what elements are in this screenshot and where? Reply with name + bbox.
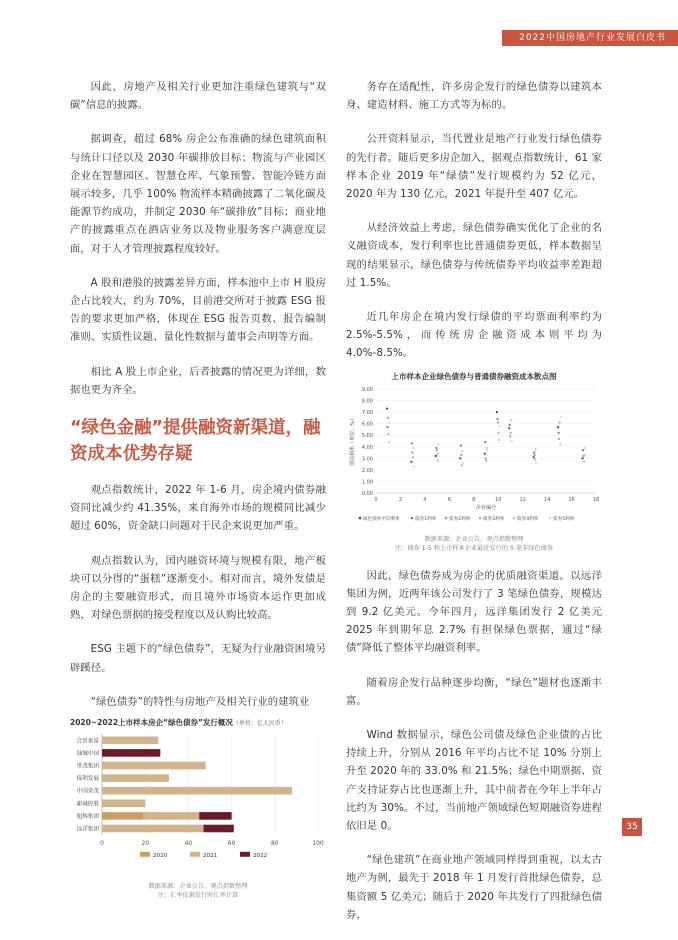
category-label: 中国金茂 <box>76 788 99 795</box>
scatter-point <box>484 441 486 443</box>
x-tick-label: 0 <box>100 839 104 847</box>
scatter-point <box>557 426 559 428</box>
x-tick-label: 12 <box>519 496 526 503</box>
legend-label: 绿色债券平均利率 <box>363 516 400 522</box>
scatter-point <box>509 435 511 437</box>
y-tick-label: 9.00 <box>361 386 373 393</box>
scatter-point <box>435 455 437 457</box>
legend-label: 债券2利率 <box>449 516 471 522</box>
x-tick-label: 16 <box>568 496 575 503</box>
scatter-point <box>508 427 510 429</box>
legend-swatch <box>140 852 150 857</box>
scatter-point <box>485 459 487 461</box>
paragraph: “绿色债券”的特性与房地产及相关行业的建筑业 <box>90 695 310 708</box>
scatter-chart-figure <box>346 371 602 553</box>
scatter-point <box>411 451 413 453</box>
legend-label: 债券1利率 <box>415 516 437 522</box>
y-tick-label: 6.00 <box>361 421 373 428</box>
legend-marker <box>513 516 516 519</box>
legend-label: 债券3利率 <box>483 516 505 522</box>
bar-chart-source: 数据来源：企业公告，观点指数整理 <box>148 883 248 891</box>
scatter-point <box>387 416 389 418</box>
scatter-point <box>459 457 461 459</box>
scatter-chart-note: 注：债券 1-5 和上市样本企业最近发行的 5 笔非绿色债券 <box>394 544 554 552</box>
left-column <box>70 78 326 900</box>
legend-label: 2022 <box>253 852 268 859</box>
scatter-point <box>583 453 585 455</box>
x-tick-label: 40 <box>184 839 193 847</box>
bar-chart-title: 2020~2022上市样本房企“绿色债券”发行概况（单位：亿人民币） <box>70 718 287 728</box>
bar-chart-note: 注：汇率依据发行时汇率计算 <box>157 892 239 900</box>
legend-label: 债券5利率 <box>553 516 575 522</box>
scatter-point <box>584 446 586 448</box>
y-tick-label: 0.00 <box>361 490 373 497</box>
category-label: 合景泰富 <box>76 738 99 745</box>
y-axis-label: 票面利率（单位：%） <box>350 415 356 466</box>
scatter-point <box>496 411 498 413</box>
bar-segment <box>102 812 143 820</box>
section-title: “绿色金融”提供融资新渠道，融资成本优势存疑 <box>70 418 321 465</box>
legend-label: 2020 <box>153 852 168 859</box>
scatter-point <box>437 459 439 461</box>
y-tick-label: 7.00 <box>361 409 373 416</box>
scatter-point <box>388 441 390 443</box>
scatter-point <box>533 451 535 453</box>
bar-chart <box>70 730 326 878</box>
scatter-chart-title: 上市样本企业绿色债券与普通债券融资成本散点图 <box>391 371 557 381</box>
scatter-point <box>411 442 413 444</box>
category-label: 新城控股 <box>76 801 99 808</box>
bar-segment <box>102 737 158 745</box>
paragraph: 从经济效益上考虑，绿色债券确实优化了企业的名义融资成本，发行利率也比普通债券更低，样本数据呈现的结果显示，绿色债券与传统债券平均收益率差距超过 1.5%。 <box>346 222 602 289</box>
scatter-point <box>557 431 559 433</box>
legend-marker <box>549 516 552 519</box>
paragraph: A 股和港股的披露差异方面，样本池中上市 H 股房企占比较大，约为 70%，目前港交所对于披露 ESG 报告的要求更加严格，体现在 ESG 报告页数、报告编制准则、实质性议题、量化性数据与董事会声明等方面。 <box>70 276 326 344</box>
bar-segment <box>102 749 160 757</box>
scatter-point <box>410 460 412 462</box>
scatter-point <box>533 456 535 458</box>
scatter-point <box>460 453 462 455</box>
category-label: 绿城中国 <box>76 750 99 757</box>
paragraph: 近几年房企在境内发行绿债的平均票面利率约为 2.5%-5.5%，而传统房企融资成本则平均为 4.0%-8.5%。 <box>346 311 602 360</box>
x-axis-label: 企业编号 <box>475 504 497 511</box>
page-number: 35 <box>622 818 642 836</box>
scatter-point <box>510 419 512 421</box>
paragraph: ESG 主题下的“绿色债券”，无疑为行业融资困境另辟蹊径。 <box>70 643 326 674</box>
scatter-point <box>497 431 499 433</box>
legend-label: 2021 <box>203 852 218 859</box>
scatter-point <box>461 450 463 452</box>
bar-segment <box>199 812 231 820</box>
scatter-point <box>559 443 561 445</box>
scatter-point <box>386 426 388 428</box>
x-tick-label: 8 <box>472 496 476 503</box>
category-label: 世茂集团 <box>76 763 99 770</box>
x-tick-label: 6 <box>447 496 451 503</box>
bar-segment <box>102 825 204 833</box>
scatter-point <box>509 423 511 425</box>
scatter-point <box>436 449 438 451</box>
bar-segment <box>102 787 292 795</box>
legend-marker <box>359 516 362 519</box>
scatter-point <box>436 452 438 454</box>
scatter-point <box>496 418 498 420</box>
y-tick-label: 1.00 <box>361 479 373 486</box>
scatter-point <box>535 448 537 450</box>
category-label: 保利发展 <box>76 776 99 783</box>
scatter-point <box>559 415 561 417</box>
scatter-point <box>460 444 462 446</box>
scatter-point <box>498 425 500 427</box>
x-tick-label: 100 <box>312 839 324 847</box>
scatter-point <box>461 464 463 466</box>
y-tick-label: 2.00 <box>361 467 373 474</box>
x-tick-label: 60 <box>227 839 236 847</box>
scatter-point <box>534 453 536 455</box>
paragraph: Wind 数据显示，绿色公司债及绿色企业债的占比持续上升，分别从 2016 年平均占比不足 10% 分别上升至 2020 年的 33.0% 和 21.5%；绿色中期票据、资产支持证券占比也逐渐上升，其中前者在今年上半年占比约为 30%。不过，当前地产领域绿色短期融资券进程依旧是 0。 <box>346 729 602 833</box>
bar-segment <box>143 812 199 820</box>
paragraph: 据调查，超过 68% 房企公布准确的绿色建筑面积与统计口径以及 2030 年碳排放目标；物流与产业园区企业在智慧园区、智慧仓库、气象预警、智能冷链方面展示较多，几乎 100% 物流样本精确披露了二氧化碳及能源节约成功，并制定 2030 年“碳排放”目标；商业地产的披露重点在酒店业务以及物业服务客户满意度层面，对于人才管理披露程度较好。 <box>70 133 326 255</box>
scatter-point <box>498 438 500 440</box>
paragraph: 随着房企发行品种逐步均衡，“绿色”题材也逐渐丰富。 <box>346 676 602 707</box>
scatter-point <box>388 421 390 423</box>
x-tick-label: 2 <box>398 496 403 503</box>
scatter-point <box>387 433 389 435</box>
scatter-point <box>412 446 414 448</box>
scatter-point <box>486 449 488 451</box>
scatter-point <box>535 461 537 463</box>
scatter-point <box>558 421 560 423</box>
paragraph: 相比 A 股上市企业，后者披露的情况更为详细，数据也更为齐全。 <box>70 365 326 396</box>
x-tick-label: 14 <box>543 496 551 503</box>
scatter-point <box>437 443 439 445</box>
y-tick-label: 5.00 <box>361 432 373 439</box>
legend-swatch <box>240 852 250 857</box>
category-label: 旭辉集团 <box>76 813 99 820</box>
scatter-chart-source: 数据来源：企业公告，观点指数整理 <box>424 535 524 543</box>
scatter-point <box>497 421 499 423</box>
bar-segment <box>204 825 234 833</box>
bar-segment <box>102 762 206 770</box>
paragraph: “绿色建筑”在商业地产领域同样得到重视，以太古地产为例，最先于 2018 年 1 月发行首批绿色债券，总集资额 5 亿美元；随后于 2020 年共发行了四批绿色债券， <box>346 854 602 921</box>
header-banner: 2022中国房地产行业发展白皮书 <box>502 30 678 46</box>
scatter-point <box>581 457 583 459</box>
x-tick-label: 18 <box>592 496 600 503</box>
scatter-point <box>435 446 437 448</box>
scatter-point <box>413 465 415 467</box>
legend-marker <box>411 516 414 519</box>
paragraph: 务存在适配性，许多房企发行的绿色债券以建筑本身、建造材料、施工方式等为标的。 <box>346 81 602 112</box>
scatter-point <box>511 440 513 442</box>
paragraph: 因此，房地产及相关行业更加注重绿色建筑与“双碳”信息的披露。 <box>70 81 326 112</box>
scatter-point <box>485 457 487 459</box>
paragraph: 观点指数认为，国内融资环境与规模有限，地产板块可以分得的“蛋糕”逐渐变小。相对而言，境外发债是房企的主要融资形式，而且境外市场资本运作更加成熟，对绿色票据的接受程度以及认购比较高。 <box>70 554 326 622</box>
scatter-point <box>582 449 584 451</box>
y-tick-label: 3.00 <box>361 455 373 462</box>
scatter-point <box>386 407 388 409</box>
bar-segment <box>102 800 145 808</box>
scatter-point <box>583 460 585 462</box>
legend-marker <box>479 516 482 519</box>
bar-chart-figure <box>70 717 326 900</box>
paragraph: 因此，绿色债券成为房企的优质融资渠道。以远洋集团为例，近两年该公司发行了 3 笔绿色债券，规模达到 9.2 亿美元。今年四月，远洋集团发行 2 亿美元 2025 年到期年息 2.7% 有担保绿色票据，通过“绿债”降低了整体平均融资利率。 <box>346 569 602 655</box>
x-tick-label: 4 <box>423 496 427 503</box>
legend-marker <box>445 516 448 519</box>
scatter-chart <box>346 383 602 531</box>
bar-segment <box>102 774 169 782</box>
y-tick-label: 4.00 <box>361 444 373 451</box>
scatter-point <box>534 458 536 460</box>
x-tick-label: 80 <box>270 839 279 847</box>
x-tick-label: 0 <box>374 496 378 503</box>
category-label: 远洋集团 <box>76 826 99 833</box>
paragraph: 公开资料显示，当代置业是地产行业发行绿色债券的先行者。随后更多房企加入，据观点指数统计，61 家样本企业 2019 年“绿债”发行规模约为 52 亿元，2020 年为 130 亿元，2021 年提升至 407 亿元。 <box>346 133 602 201</box>
scatter-point <box>510 431 512 433</box>
paragraph: 观点指数统计，2022 年 1-6 月，房企境内债券融资同比减少约 41.35%，来自海外市场的规模同比减少超过 60%，资金缺口问题对于民企来说更加严重。 <box>70 484 326 533</box>
y-tick-label: 8.00 <box>361 398 373 405</box>
x-tick-label: 10 <box>495 496 502 503</box>
scatter-point <box>486 446 488 448</box>
scatter-point <box>484 452 486 454</box>
right-column <box>346 78 602 940</box>
scatter-point <box>412 456 414 458</box>
x-tick-label: 20 <box>141 839 150 847</box>
legend-label: 债券4利率 <box>517 516 539 522</box>
scatter-point <box>558 437 560 439</box>
legend-swatch <box>190 852 200 857</box>
scatter-point <box>462 461 464 463</box>
